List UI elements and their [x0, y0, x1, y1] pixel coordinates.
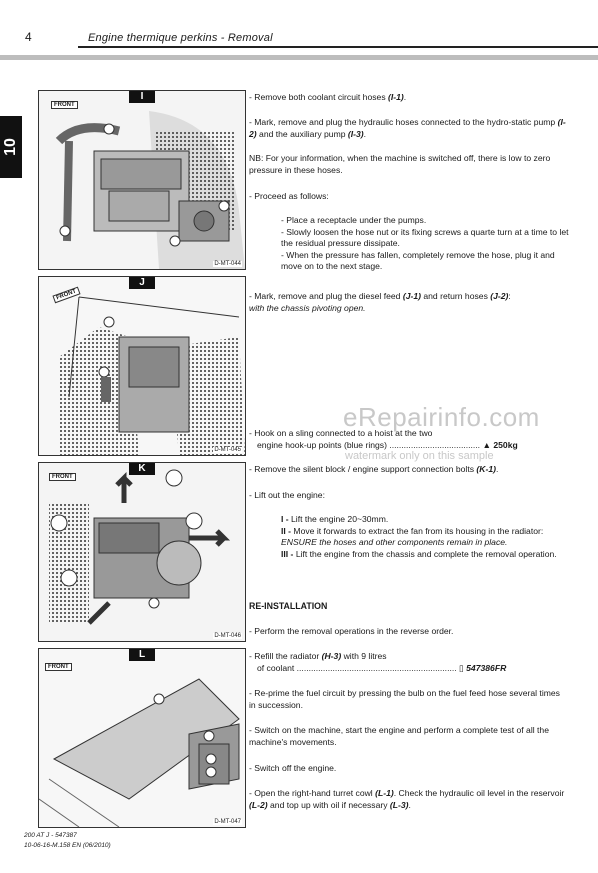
- figure-k-front-label: FRONT: [49, 473, 76, 481]
- reinstall-reprime: - Re-prime the fuel circuit by pressing the bulb on the fuel feed hose several times in succession.: [249, 688, 560, 710]
- step-diesel-feed: - Mark, remove and plug the diesel feed (J-1) and return hoses (J-2): with the chassis pivoting open.: [249, 291, 511, 313]
- figure-l-letter: L: [129, 649, 155, 661]
- figure-l-illustration: [39, 649, 245, 827]
- footer-doc-code: 10-06-16-M.158 EN (06/2010): [24, 842, 111, 849]
- figure-i: [38, 90, 246, 270]
- running-title: Engine thermique perkins - Removal: [88, 32, 273, 44]
- step-remove-hydraulic-hoses: - Mark, remove and plug the hydraulic hoses connected to the hydro-static pump (I-2) and the auxiliary pump (I-3).: [249, 117, 566, 139]
- figure-i-code: D-MT-044: [214, 261, 241, 267]
- figure-i-illustration: [39, 91, 245, 269]
- page-number: 4: [25, 30, 32, 44]
- reinstall-reverse: - Perform the removal operations in the reverse order.: [249, 626, 454, 636]
- nb-note: NB: For your information, when the machine is switched off, there is low to zero pressure in these hoses.: [249, 153, 551, 175]
- figure-i-letter: I: [129, 91, 155, 103]
- figure-j-letter: J: [129, 277, 155, 289]
- reinstall-switch-off: - Switch off the engine.: [249, 763, 337, 773]
- figure-l-front-label: FRONT: [45, 663, 72, 671]
- figure-l: [38, 648, 246, 828]
- step-hook-sling: - Hook on a sling connected to a hoist at the two engine hook-up points (blue rings) ...................................... ▲ 250kg: [249, 428, 518, 450]
- figure-k: [38, 462, 246, 642]
- substeps-pressure: - Place a receptacle under the pumps. - Slowly loosen the hose nut or its fixing screws a quarte turn at a time to let the residual pressure dissipate. - When the pressure has fallen, completely remove the hose, plug it and move on to the next stage.: [281, 215, 569, 271]
- figure-k-letter: K: [129, 463, 155, 475]
- step-proceed: - Proceed as follows:: [249, 191, 329, 201]
- reinstall-refill: - Refill the radiator (H-3) with 9 litres of coolant ................................................................... ▯ 547386FR: [249, 651, 507, 673]
- substeps-lift: I - Lift the engine 20~30mm. II - Move it forwards to extract the fan from its housing in the radiator: ENSURE the hoses and other components remain in place. III - Lift the engine from the chassis and complete the removal operation.: [281, 514, 557, 559]
- step-silent-block: - Remove the silent block / engine support connection bolts (K-1).: [249, 464, 499, 474]
- watermark-sub: watermark only on this sample: [345, 450, 494, 462]
- step-lift-engine: - Lift out the engine:: [249, 490, 325, 500]
- figure-j: [38, 276, 246, 456]
- header-band: [0, 55, 598, 60]
- reinstall-check-oil: - Open the right-hand turret cowl (L-1). Check the hydraulic oil level in the reservoir (L-2) and top up with oil if necessary (L-3).: [249, 788, 565, 810]
- header-rule: [78, 46, 598, 48]
- reinstall-heading: RE-INSTALLATION: [249, 601, 328, 611]
- figure-j-code: D-MT-045: [214, 447, 241, 453]
- reinstall-test: - Switch on the machine, start the engine and perform a complete test of all the machine's movements.: [249, 725, 549, 747]
- figure-j-illustration: [39, 277, 245, 455]
- figure-k-code: D-MT-046: [214, 633, 241, 639]
- chapter-tab: 10: [0, 116, 22, 178]
- figure-i-front-label: FRONT: [51, 101, 78, 109]
- book-icon: ▯: [459, 662, 464, 673]
- footer-ref: 200 AT J - 547387: [24, 832, 77, 839]
- weight-icon: ▲: [482, 439, 491, 450]
- figure-j-front-label: FRONT: [52, 287, 80, 304]
- figure-l-code: D-MT-047: [214, 819, 241, 825]
- step-remove-coolant-hoses: - Remove both coolant circuit hoses (I-1).: [249, 92, 407, 102]
- watermark-main: eRepairinfo.com: [343, 402, 540, 432]
- figure-k-illustration: [39, 463, 245, 641]
